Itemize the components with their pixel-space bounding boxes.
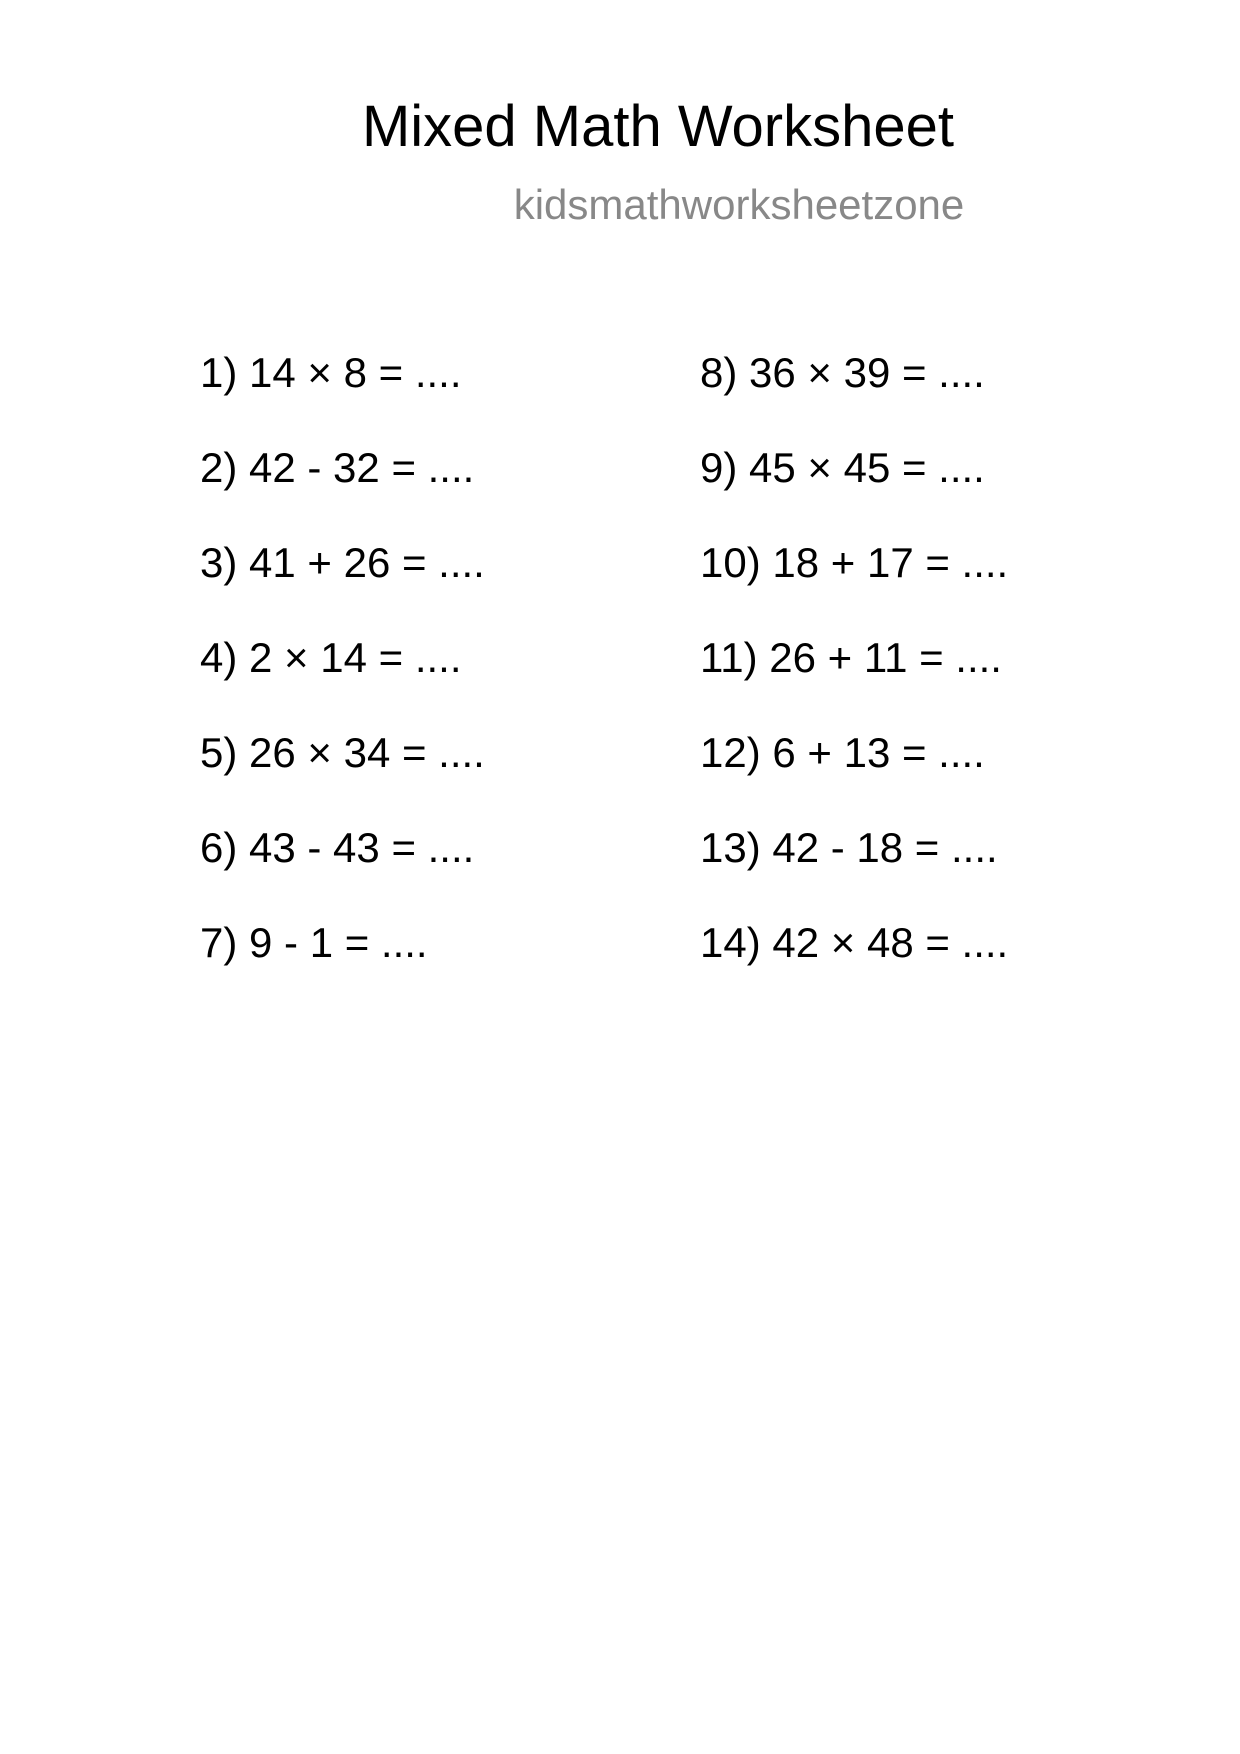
problem-item: 9) 45 × 45 = ....: [700, 444, 985, 491]
problem-item: 1) 14 × 8 = ....: [200, 349, 462, 396]
problem-item: 3) 41 + 26 = ....: [200, 539, 485, 586]
worksheet-subtitle: kidsmathworksheetzone: [513, 181, 965, 228]
problem-item: 14) 42 × 48 = ....: [700, 919, 1009, 966]
problem-list-left: [200, 349, 485, 1017]
problem-item: 5) 26 × 34 = ....: [200, 729, 485, 776]
problem-item: 11) 26 + 11 = ....: [700, 634, 1002, 681]
problem-item: 13) 42 - 18 = ....: [700, 824, 998, 871]
problem-list-right: [700, 349, 1009, 1017]
problem-item: 10) 18 + 17 = ....: [700, 539, 1009, 586]
worksheet-title: Mixed Math Worksheet: [361, 94, 955, 159]
problem-item: 8) 36 × 39 = ....: [700, 349, 985, 396]
problem-item: 2) 42 - 32 = ....: [200, 444, 475, 491]
problem-item: 7) 9 - 1 = ....: [200, 919, 428, 966]
problem-item: 12) 6 + 13 = ....: [700, 729, 985, 776]
problem-item: 4) 2 × 14 = ....: [200, 634, 462, 681]
problem-item: 6) 43 - 43 = ....: [200, 824, 475, 871]
